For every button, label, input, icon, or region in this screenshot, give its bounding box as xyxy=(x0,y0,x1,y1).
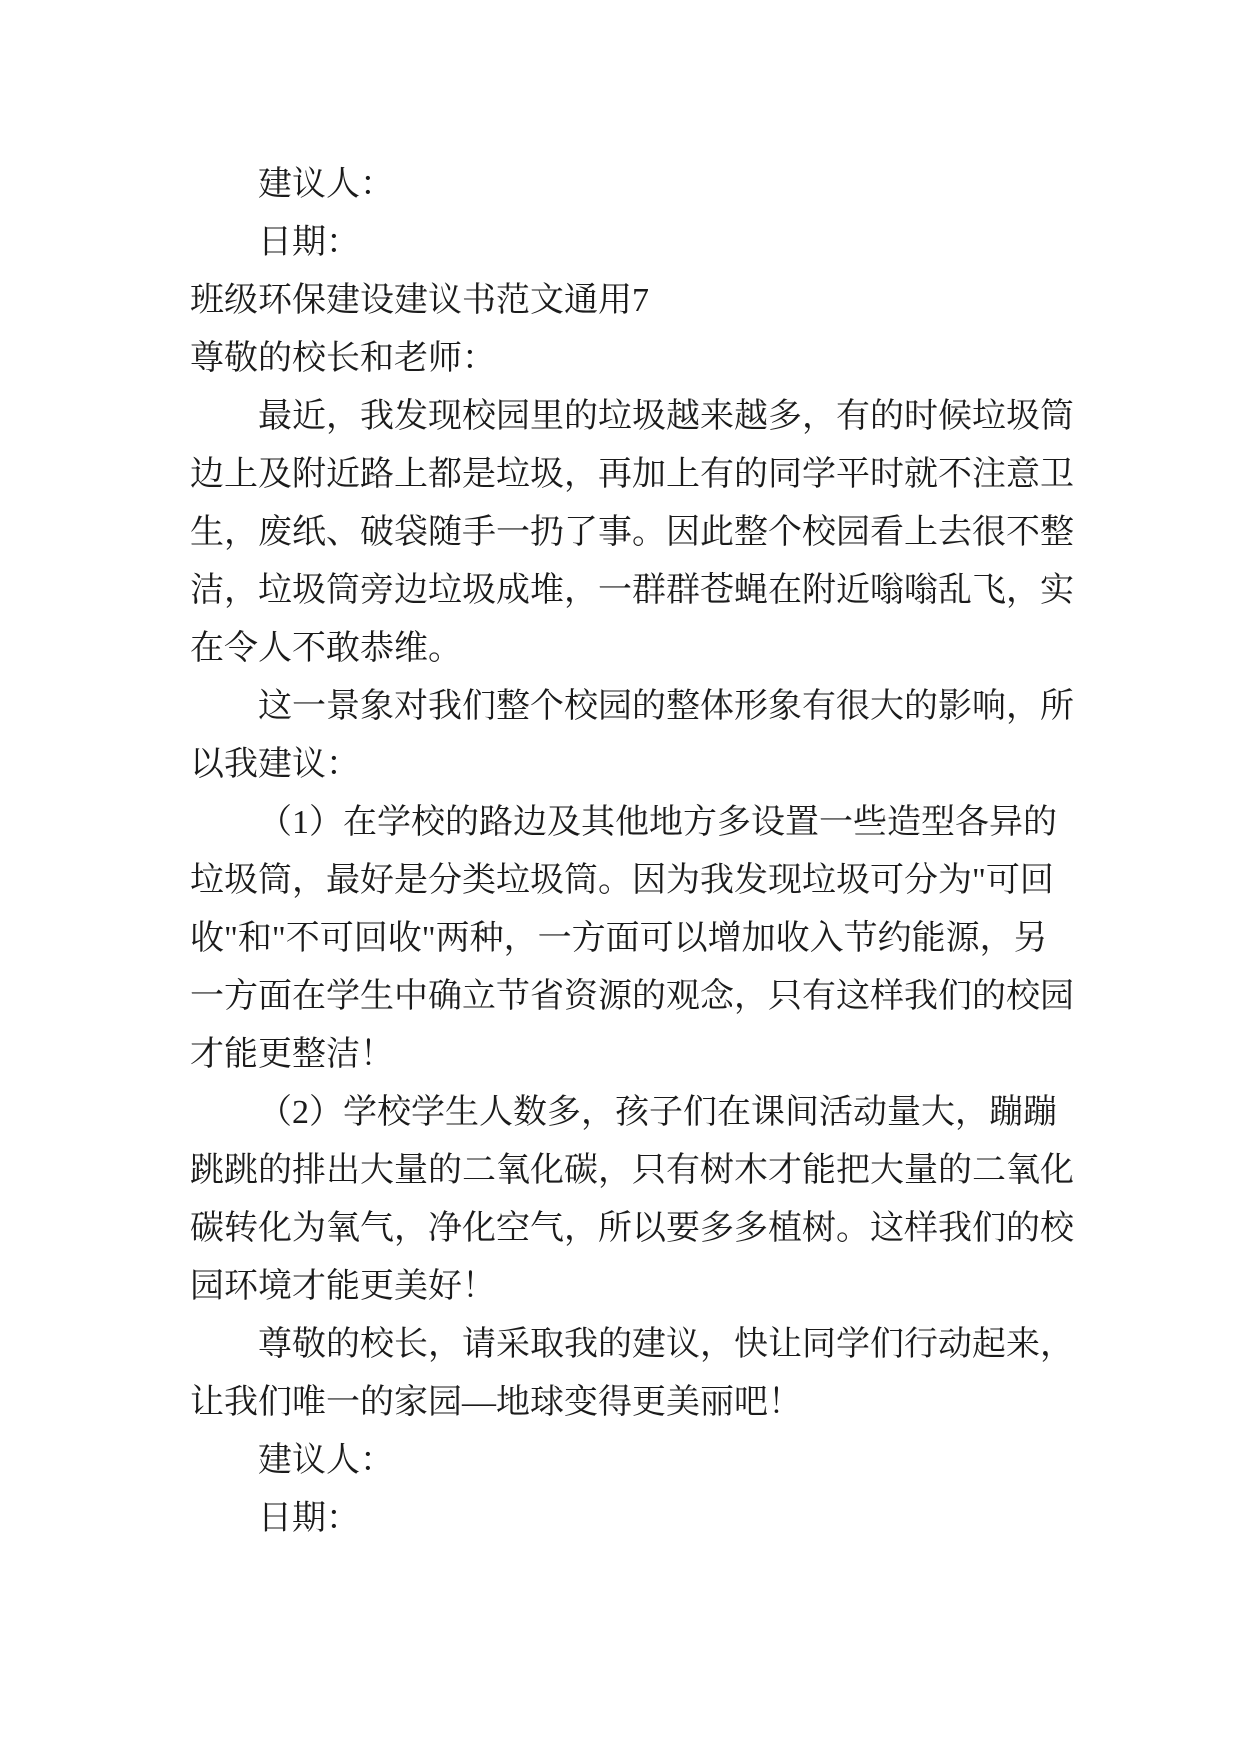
text-line: 尊敬的校长和老师： xyxy=(190,340,496,377)
text-line: 以我建议： xyxy=(190,746,360,783)
text-line: 尊敬的校长，请采取我的建议，快让同学们行动起来， xyxy=(258,1326,1074,1363)
text-line: 让我们唯一的家园—地球变得更美丽吧！ xyxy=(190,1384,802,1421)
text-line: 最近，我发现校园里的垃圾越来越多，有的时候垃圾筒 xyxy=(258,398,1074,435)
text-line: 日期： xyxy=(258,224,360,261)
text-line: 园环境才能更美好！ xyxy=(190,1268,496,1305)
text-line: 这一景象对我们整个校园的整体形象有很大的影响，所 xyxy=(258,688,1074,725)
text-line: 一方面在学生中确立节省资源的观念，只有这样我们的校园 xyxy=(190,978,1074,1015)
text-line: 垃圾筒，最好是分类垃圾筒。因为我发现垃圾可分为"可回 xyxy=(190,862,1054,899)
text-line: 边上及附近路上都是垃圾，再加上有的同学平时就不注意卫 xyxy=(190,456,1074,493)
text-line: 班级环保建设建议书范文通用7 xyxy=(190,282,649,319)
text-line: 在令人不敢恭维。 xyxy=(190,630,462,667)
text-line: 洁，垃圾筒旁边垃圾成堆，一群群苍蝇在附近嗡嗡乱飞，实 xyxy=(190,572,1074,609)
text-line: 跳跳的排出大量的二氧化碳，只有树木才能把大量的二氧化 xyxy=(190,1152,1074,1189)
text-line: 生，废纸、破袋随手一扔了事。因此整个校园看上去很不整 xyxy=(190,514,1074,551)
document-body xyxy=(190,156,1080,1548)
text-line: （1）在学校的路边及其他地方多设置一些造型各异的 xyxy=(258,804,1057,841)
text-line: 日期： xyxy=(258,1500,360,1537)
text-line: （2）学校学生人数多，孩子们在课间活动量大，蹦蹦 xyxy=(258,1094,1057,1131)
text-line: 收"和"不可回收"两种，一方面可以增加收入节约能源，另 xyxy=(190,920,1048,957)
text-line: 建议人： xyxy=(258,1442,394,1479)
text-line: 建议人： xyxy=(258,166,394,203)
text-line: 才能更整洁！ xyxy=(190,1036,394,1073)
text-line: 碳转化为氧气，净化空气，所以要多多植树。这样我们的校 xyxy=(190,1210,1074,1247)
